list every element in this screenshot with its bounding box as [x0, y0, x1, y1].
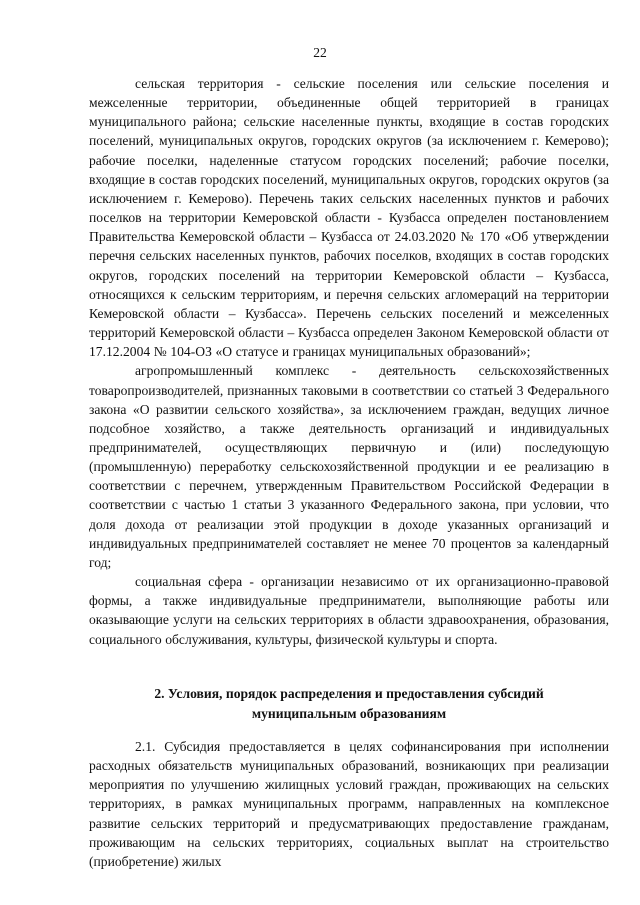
- paragraph-social-sphere: социальная сфера - организации независимо от их организационно-правовой формы, а также индивидуальные предприниматели, выполняющие работы или оказывающие услуги на сельских территориях в области здравоохранения, образования, социального обслуживания, культуры, физической культуры и спорта.: [89, 574, 609, 647]
- definitions-block: [89, 74, 609, 649]
- paragraph-agro-complex: агропромышленный комплекс - деятельность сельскохозяйственных товаропроизводителей, признанных таковыми в соответствии со статьей 3 Федерального закона «О развитии сельского хозяйства», за исключением граждан, ведущих личное подсобное хозяйство, а также деятельность организаций и индивидуальных предпринимателей, осуществляющих первичную и (или) последующую (промышленную) переработку сельскохозяйственной продукции и ее реализацию в соответствии с перечнем, утвержденным Правительством Российской Федерации в соответствии с частью 1 статьи 3 указанного Федерального закона, при условии, что доля дохода от реализации этой продукции в доходе указанных организаций и индивидуальных предпринимателей составляет не менее 70 процентов за календарный год;: [89, 363, 609, 570]
- section-heading-line-1: 2. Условия, порядок распределения и предоставления субсидий: [154, 686, 544, 701]
- page-number: 22: [313, 45, 327, 60]
- paragraph-rural-territory: сельская территория - сельские поселения или сельские поселения и межселенные территории, объединенные общей территорией в границах муниципального района; сельские населенные пункты, входящие в состав городских поселений, муниципальных округов, городских округов (за исключением г. Кемерово); рабочие поселки, наделенные статусом городских поселений; рабочие поселки, входящие в состав городских поселений, муниципальных округов, городских округов (за исключением г. Кемерово). Перечень таких сельских населенных пунктов и рабочих поселков на территории Кемеровской области - Кузбасса определен постановлением Правительства Кемеровской области – Кузбасса от 24.03.2020 № 170 «Об утверждении перечня сельских населенных пунктов, рабочих поселков, входящих в состав городских округов, городских поселений на территории Кемеровской области – Кузбасса, относящихся к сельским территориям, и перечня сельских агломераций на территории Кемеровской области – Кузбасса». Перечень сельских поселений и межселенных территорий Кемеровской области – Кузбасса определен Законом Кемеровской области от 17.12.2004 № 104-ОЗ «О статусе и границах муниципальных образований»;: [89, 76, 609, 360]
- section-2-block: [89, 737, 609, 871]
- section-heading: [89, 684, 609, 723]
- section-heading-line-2: муниципальным образованиям: [251, 705, 447, 721]
- paragraph-2-1: 2.1. Субсидия предоставляется в целях софинансирования при исполнении расходных обязательств муниципальных образований, возникающих при реализации мероприятия по улучшению жилищных условий граждан, проживающих на сельских территориях, в рамках муниципальных программ, направленных на комплексное развитие сельских территорий и предусматривающих предоставление гражданам, проживающим на сельских территориях, социальных выплат на строительство (приобретение) жилых: [89, 739, 609, 869]
